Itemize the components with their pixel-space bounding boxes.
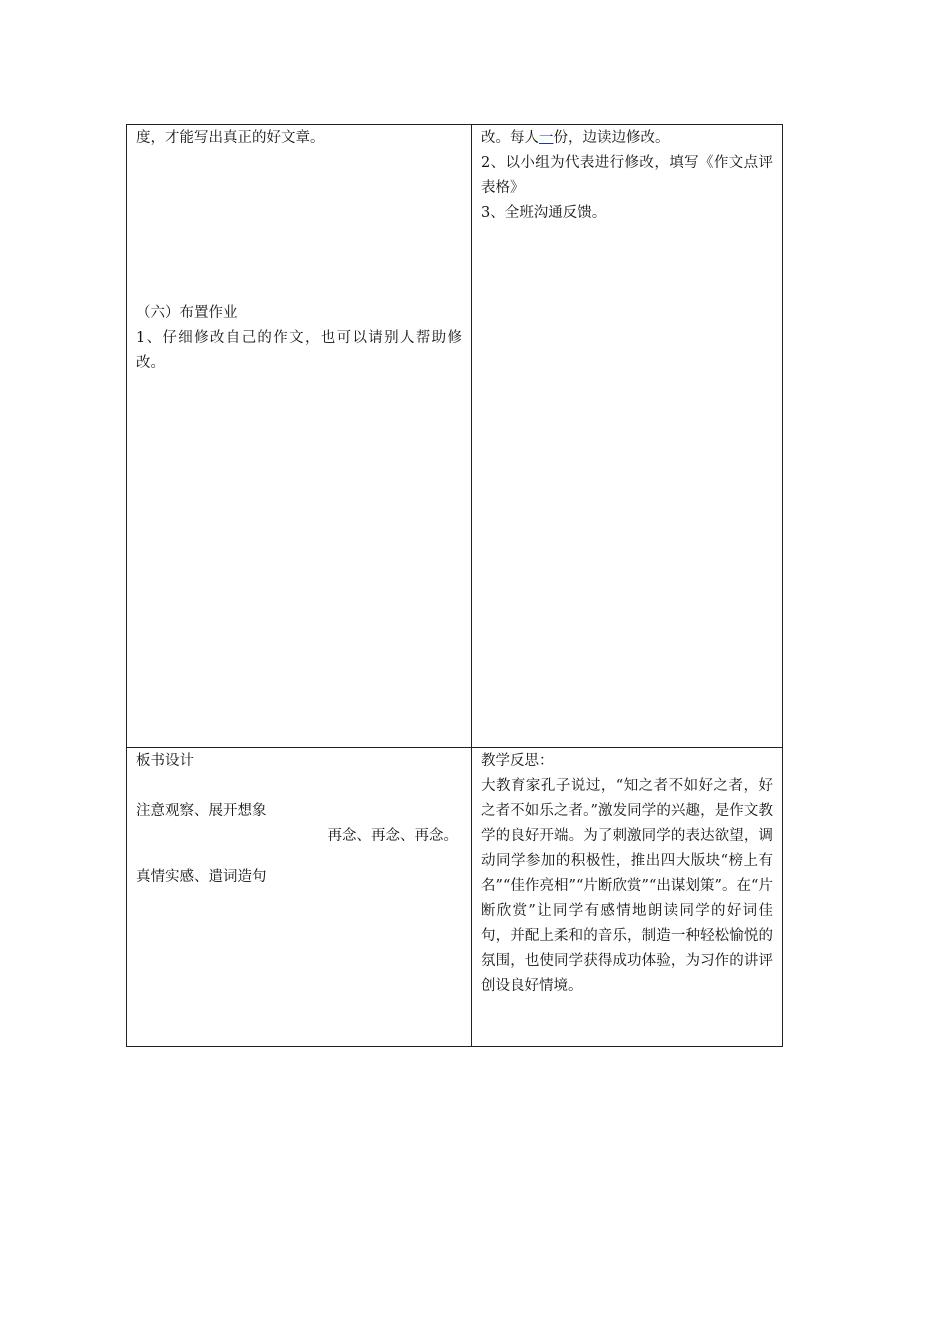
reflection-cell [472, 748, 783, 1047]
activity-text-post: 份，边读边修改。 [553, 130, 670, 146]
board-design-cell [127, 748, 472, 1047]
table-row [127, 748, 783, 1047]
homework-heading: （六）布置作业 [136, 305, 238, 321]
board-line-1: 注意观察、展开想象 [136, 803, 267, 819]
board-line-2: 再念、再念、再念。 [327, 828, 458, 844]
activity-item-1 [481, 126, 773, 151]
table-row [127, 125, 783, 748]
student-activity-cell [472, 125, 783, 748]
continued-text: 度，才能写出真正的好文章。 [136, 130, 325, 146]
homework-item: 1、仔细修改自己的作文，也可以请别人帮助修改。 [136, 330, 462, 371]
lesson-plan-table [126, 124, 783, 1047]
activity-text-pre: 改。每人 [481, 130, 539, 146]
teaching-process-cell [127, 125, 472, 748]
board-design-heading: 板书设计 [136, 753, 194, 769]
activity-item-3: 3、全班沟通反馈。 [481, 205, 607, 221]
activity-item-2: 2、以小组为代表进行修改，填写《作文点评表格》 [481, 155, 773, 196]
board-line-3: 真情实感、遣词造句 [136, 869, 267, 885]
reflection-heading: 教学反思： [481, 753, 554, 769]
reflection-body: 大教育家孔子说过，“知之者不如好之者，好之者不如乐之者。”激发同学的兴趣，是作文教学的良好开端。为了刺激同学的表达欲望，调动同学参加的积极性，推出四大版块“榜上有名”“佳作亮相”“片断欣赏”“出谋划策”。在“片断欣赏”让同学有感情地朗读同学的好词佳句，并配上柔和的音乐，制造一种轻松愉悦的氛围，也使同学获得成功体验，为习作的讲评创设良好情境。 [481, 778, 773, 994]
hyperlink-text[interactable]: 一 [539, 130, 554, 146]
